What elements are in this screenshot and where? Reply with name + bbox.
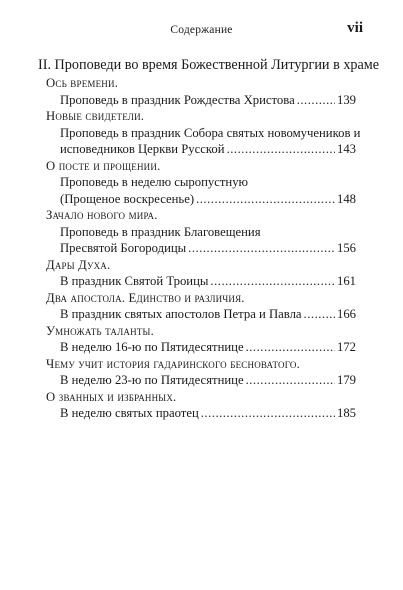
toc-entry-page: 179	[336, 373, 356, 387]
toc-entry-subtitle: В неделю 16-ю по Пятидесятнице	[60, 340, 244, 354]
toc-entry-title: О званных и избранных.	[46, 389, 177, 404]
table-of-contents	[46, 75, 361, 422]
toc-entry	[46, 158, 356, 208]
toc-entry	[46, 257, 356, 290]
toc-entry-page: 172	[336, 340, 356, 354]
section-heading: II. Проповеди во время Божественной Литургии в храме	[38, 57, 380, 73]
toc-entry-title: Чему учит история гадаринского бесноватого.	[46, 356, 300, 371]
dot-leader	[304, 306, 335, 323]
toc-entry-subtitle: Проповедь в праздник Собора святых новомучеников и	[60, 125, 361, 140]
toc-entry-subtitle: В праздник святых апостолов Петра и Павла	[60, 307, 302, 321]
toc-entry-subtitle-line	[46, 306, 356, 323]
page-number: vii	[347, 20, 363, 36]
toc-entry-page: 161	[336, 274, 356, 288]
toc-entry-title: Ось времени.	[46, 76, 119, 90]
toc-entry-page: 139	[336, 92, 356, 107]
dot-leader	[196, 191, 335, 208]
toc-entry	[46, 75, 356, 108]
dot-leader	[246, 339, 335, 356]
toc-entry-subtitle-line	[46, 240, 356, 257]
dot-leader	[188, 240, 335, 257]
toc-entry-title: Умножать таланты.	[46, 323, 154, 338]
toc-entry-subtitle: Проповедь в неделю сыропустную	[60, 175, 249, 189]
toc-entry-page: 148	[336, 191, 356, 206]
toc-entry	[46, 323, 356, 356]
dot-leader	[297, 92, 335, 109]
toc-entry	[46, 389, 356, 422]
toc-entry-subtitle: исповедников Церкви Русской	[60, 142, 225, 156]
toc-entry-title: Дары Духа.	[46, 257, 111, 272]
toc-entry-subtitle-line	[46, 191, 356, 208]
toc-entry-subtitle: В неделю 23-ю по Пятидесятнице	[60, 373, 244, 387]
dot-leader	[210, 273, 335, 290]
toc-entry-subtitle-line	[46, 405, 356, 422]
running-header-title: Содержание	[170, 24, 233, 36]
dot-leader	[246, 372, 335, 389]
toc-entry-subtitle-line	[46, 339, 356, 356]
toc-entry-page: 166	[336, 307, 356, 321]
toc-entry-subtitle: В неделю святых праотец	[60, 406, 199, 420]
toc-entry-subtitle: Пресвятой Богородицы	[60, 241, 187, 255]
dot-leader	[201, 405, 335, 422]
toc-entry	[46, 290, 356, 323]
toc-entry	[46, 207, 356, 257]
toc-entry-title: Зачало нового мира.	[46, 208, 158, 222]
toc-entry-subtitle-line	[46, 273, 356, 290]
toc-entry-subtitle: Проповедь в праздник Рождества Христова	[60, 92, 295, 107]
toc-entry-title: Новые свидетели.	[46, 109, 145, 123]
toc-entry-title: О посте и прощении.	[46, 158, 161, 173]
toc-entry-subtitle: Проповедь в праздник Благовещения	[60, 224, 261, 239]
toc-entry-subtitle: В праздник Святой Троицы	[60, 274, 209, 288]
toc-entry-page: 185	[336, 406, 356, 420]
toc-entry-page: 143	[336, 142, 356, 156]
toc-entry	[46, 108, 361, 158]
toc-entry-subtitle-line	[46, 372, 356, 389]
toc-entry-subtitle-line	[46, 141, 356, 158]
toc-entry-title: Два апостола. Единство и различия.	[46, 290, 245, 305]
toc-entry	[46, 356, 356, 389]
toc-entry-subtitle-line	[46, 92, 356, 109]
toc-entry-page: 156	[336, 241, 356, 255]
dot-leader	[227, 141, 335, 158]
toc-entry-subtitle: (Прощеное воскресенье)	[60, 191, 195, 206]
